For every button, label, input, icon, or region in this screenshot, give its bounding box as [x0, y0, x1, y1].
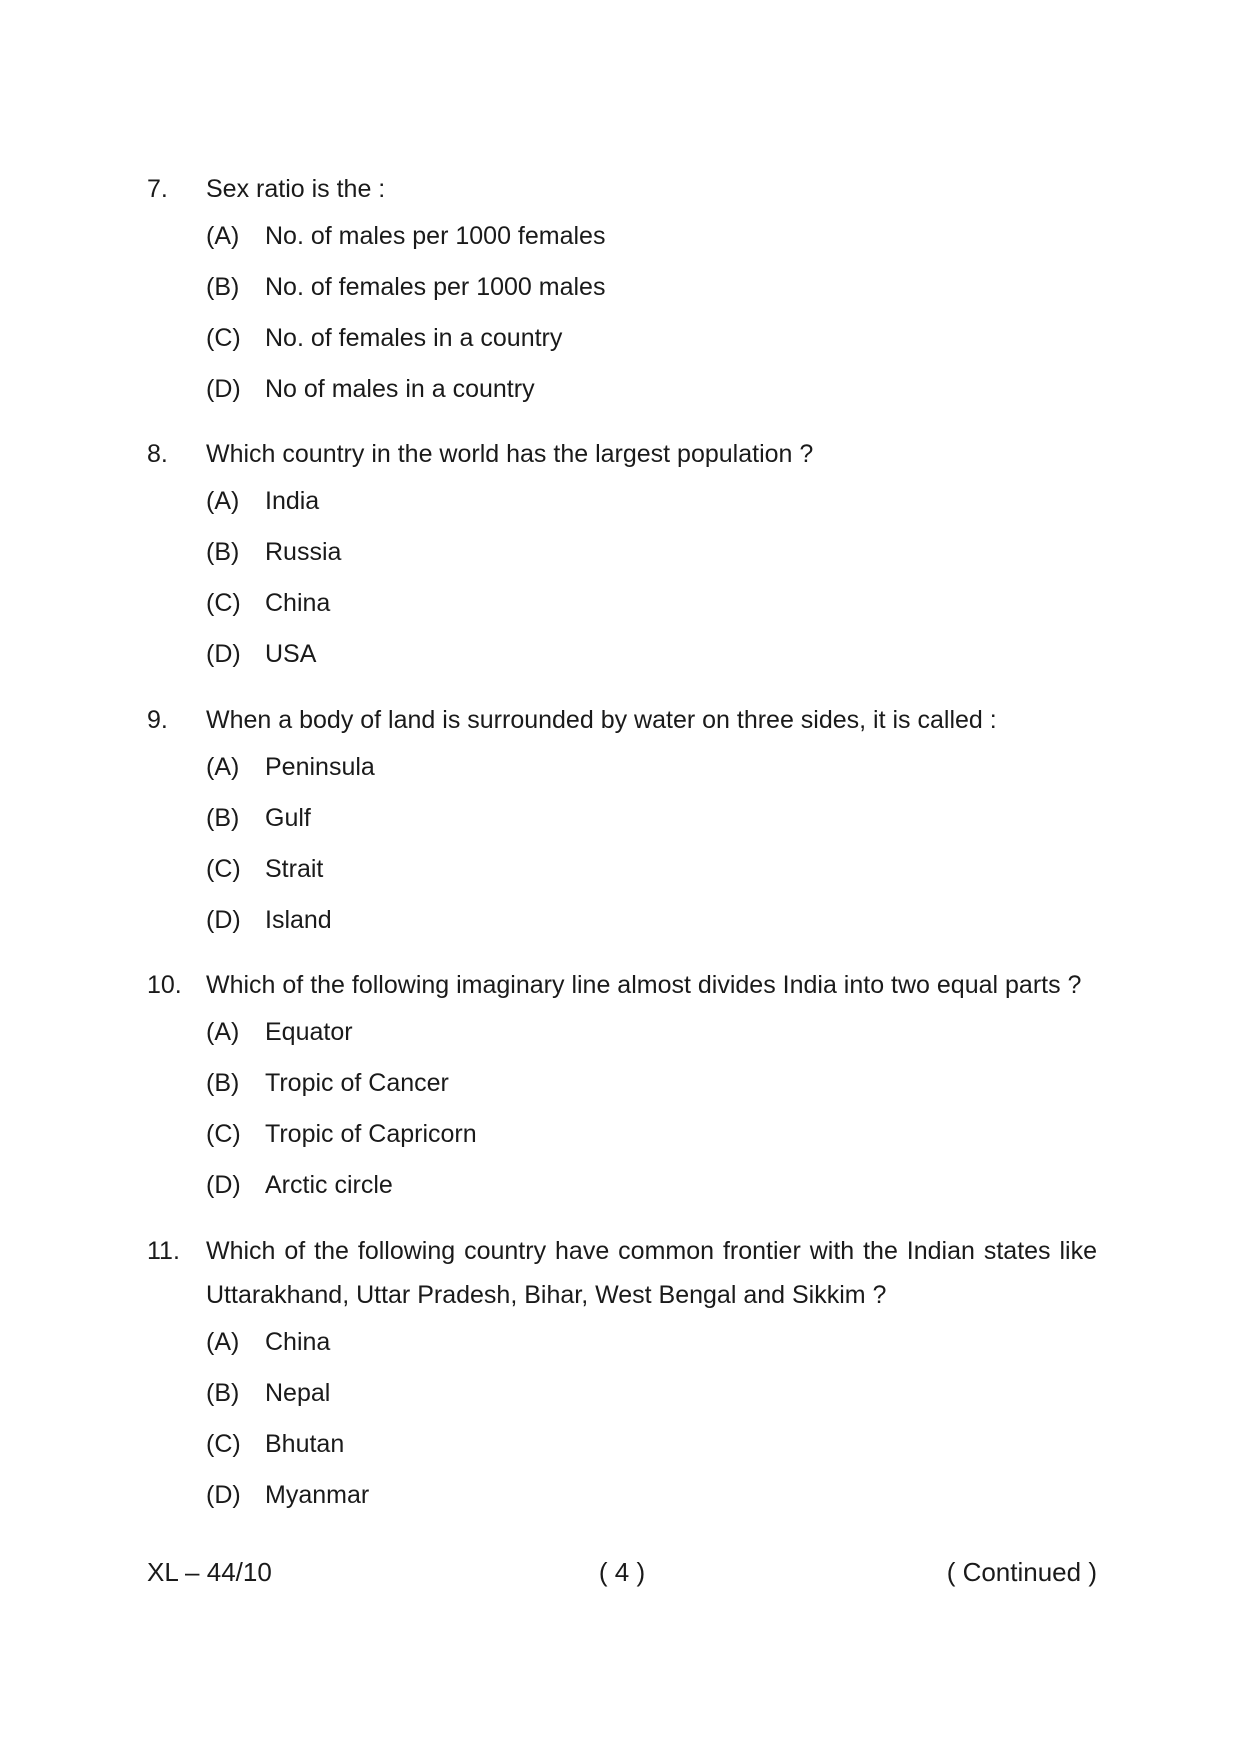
option-b — [206, 793, 1097, 844]
question-text: Which of the following imaginary line almost divides India into two equal parts ? — [206, 971, 1082, 999]
question-number: 7. — [147, 175, 168, 203]
page-number: ( 4 ) — [598, 1557, 646, 1587]
option-d — [206, 629, 1097, 680]
option-label: (A) — [206, 1328, 240, 1356]
question-9 — [147, 698, 1097, 946]
option-label: (B) — [206, 538, 240, 566]
option-text: Nepal — [265, 1379, 331, 1407]
question-text: When a body of land is surrounded by water on three sides, it is called : — [206, 706, 997, 734]
option-b — [206, 1058, 1097, 1109]
option-text: China — [265, 1328, 331, 1356]
option-text: Equator — [265, 1018, 353, 1046]
option-c — [206, 313, 1097, 364]
option-label: (A) — [206, 753, 240, 781]
question-8 — [147, 432, 1097, 680]
option-b — [206, 1368, 1097, 1419]
option-label: (B) — [206, 1379, 240, 1407]
option-text: India — [265, 487, 320, 515]
option-d — [206, 1160, 1097, 1211]
option-text: Gulf — [265, 804, 311, 832]
option-label: (D) — [206, 906, 241, 934]
option-label: (A) — [206, 222, 240, 250]
option-text: No. of males per 1000 females — [265, 222, 606, 250]
option-label: (C) — [206, 855, 241, 883]
option-text: No. of females in a country — [265, 324, 563, 352]
continued-label: ( Continued ) — [946, 1557, 1097, 1587]
option-a — [206, 1317, 1097, 1368]
option-label: (A) — [206, 1018, 240, 1046]
option-c — [206, 1419, 1097, 1470]
option-label: (B) — [206, 804, 240, 832]
option-label: (C) — [206, 324, 241, 352]
question-text: Sex ratio is the : — [206, 175, 386, 203]
option-label: (D) — [206, 1171, 241, 1199]
option-c — [206, 844, 1097, 895]
question-10 — [147, 963, 1097, 1211]
option-a — [206, 211, 1097, 262]
option-a — [206, 742, 1097, 793]
option-label: (C) — [206, 1430, 241, 1458]
option-label: (A) — [206, 487, 240, 515]
option-text: Myanmar — [265, 1481, 370, 1509]
option-text: Russia — [265, 538, 342, 566]
question-number: 8. — [147, 440, 168, 468]
option-text: No. of females per 1000 males — [265, 273, 606, 301]
question-number: 11. — [147, 1237, 180, 1265]
option-c — [206, 578, 1097, 629]
option-text: Arctic circle — [265, 1171, 393, 1199]
option-d — [206, 895, 1097, 946]
option-label: (B) — [206, 273, 240, 301]
option-text: Strait — [265, 855, 324, 883]
option-d — [206, 1470, 1097, 1521]
option-d — [206, 364, 1097, 415]
option-c — [206, 1109, 1097, 1160]
option-b — [206, 527, 1097, 578]
option-text: USA — [265, 640, 317, 668]
option-text: China — [265, 589, 331, 617]
page-footer — [147, 1552, 1097, 1592]
option-text: No of males in a country — [265, 375, 535, 403]
option-a — [206, 1007, 1097, 1058]
question-7 — [147, 167, 1097, 415]
option-label: (C) — [206, 1120, 241, 1148]
option-a — [206, 476, 1097, 527]
option-text: Peninsula — [265, 753, 375, 781]
paper-code: XL – 44/10 — [147, 1557, 272, 1587]
question-text: Which of the following country have common frontier with the Indian states like Uttarakhand, Uttar Pradesh, Bihar, West Bengal and Sikkim ? — [206, 1237, 1097, 1309]
option-label: (D) — [206, 375, 241, 403]
option-label: (B) — [206, 1069, 240, 1097]
question-number: 9. — [147, 706, 168, 734]
option-b — [206, 262, 1097, 313]
option-text: Island — [265, 906, 332, 934]
option-text: Tropic of Capricorn — [265, 1120, 477, 1148]
option-label: (D) — [206, 640, 241, 668]
option-text: Tropic of Cancer — [265, 1069, 449, 1097]
question-text: Which country in the world has the largest population ? — [206, 440, 814, 468]
question-11 — [147, 1229, 1097, 1521]
option-label: (D) — [206, 1481, 241, 1509]
question-number: 10. — [147, 971, 182, 999]
option-text: Bhutan — [265, 1430, 345, 1458]
option-label: (C) — [206, 589, 241, 617]
